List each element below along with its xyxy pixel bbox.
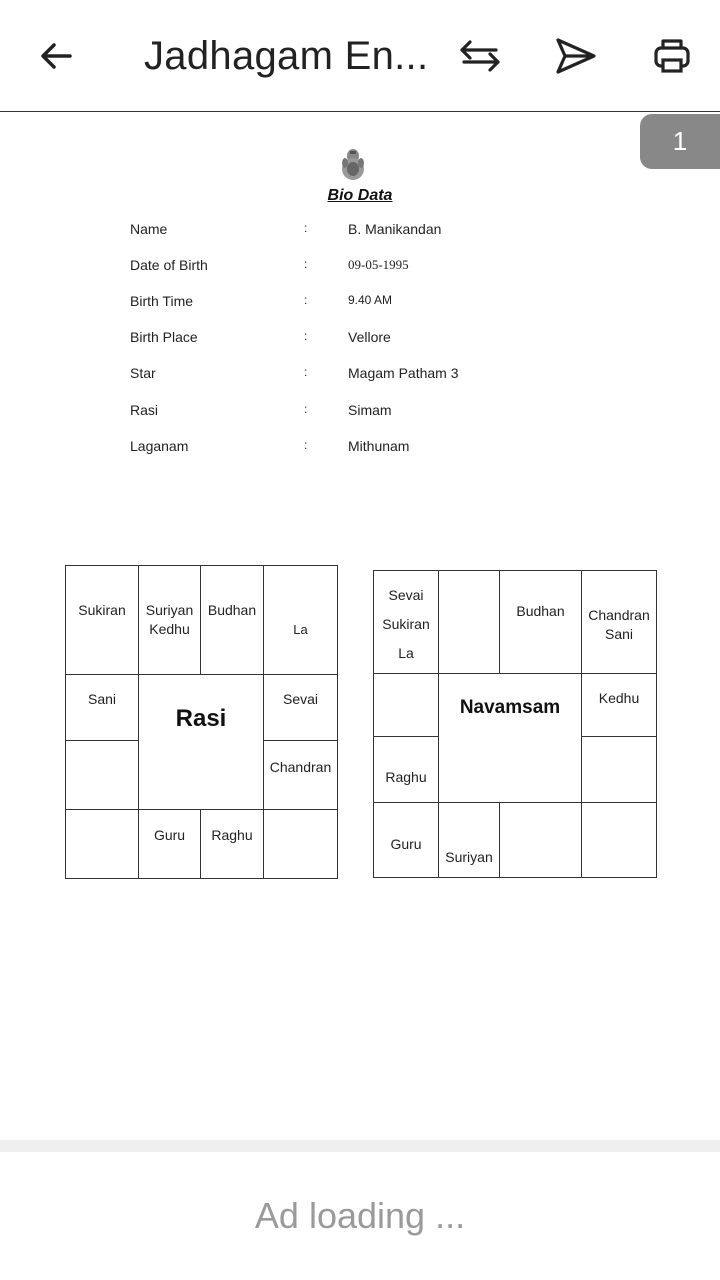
planet-label: Sani [604, 626, 634, 642]
biodata-row-birth-time [0, 293, 720, 313]
field-value: Mithunam [348, 438, 410, 454]
planet-label: Raghu [211, 827, 253, 843]
ad-banner[interactable] [0, 1152, 720, 1280]
biodata-row-star [0, 365, 720, 385]
rasi-chart [65, 565, 338, 879]
field-value: B. Manikandan [348, 221, 442, 237]
field-label: Laganam [130, 438, 189, 454]
rasi-cell [65, 740, 139, 810]
field-label: Star [130, 365, 156, 381]
rasi-cell [200, 565, 264, 675]
print-button[interactable] [642, 26, 702, 86]
planet-label: Chandran [588, 607, 650, 623]
separator: : [304, 329, 308, 343]
planet-label: Sukiran [382, 616, 430, 632]
navamsam-cell [499, 570, 582, 674]
separator: : [304, 257, 308, 271]
navamsam-cell [581, 802, 657, 878]
field-value: Simam [348, 402, 392, 418]
send-button[interactable] [546, 26, 606, 86]
navamsam-chart [373, 570, 657, 878]
separator: : [304, 293, 308, 307]
field-label: Birth Place [130, 329, 198, 345]
biodata-row-birth-place [0, 329, 720, 349]
separator: : [304, 365, 308, 379]
planet-label: Guru [153, 827, 186, 843]
field-value: Magam Patham 3 [348, 365, 459, 381]
rasi-cell [65, 809, 139, 879]
swap-arrows-icon [456, 36, 504, 76]
back-button[interactable] [26, 26, 86, 86]
separator: : [304, 402, 308, 416]
planet-label: Suriyan [145, 602, 194, 618]
ad-divider [0, 1140, 720, 1152]
separator: : [304, 438, 308, 452]
planet-label: La [398, 645, 414, 661]
field-label: Birth Time [130, 293, 194, 309]
page-title: Jadhagam En... [144, 34, 429, 78]
app-bar [0, 0, 720, 112]
navamsam-cell [499, 802, 582, 878]
rasi-cell [65, 565, 139, 675]
send-icon [554, 36, 598, 76]
biodata-row-dob [0, 257, 720, 277]
biodata-row-name [0, 221, 720, 241]
rasi-cell [263, 809, 338, 879]
planet-label: Chandran [269, 759, 332, 775]
navamsam-cell [581, 736, 657, 803]
document-page [0, 113, 720, 1140]
separator: : [304, 221, 308, 235]
planet-label: La [293, 622, 308, 637]
planet-label: Budhan [207, 602, 257, 618]
planet-label: Suriyan [445, 849, 493, 865]
planet-label: Raghu [385, 769, 427, 785]
planet-label: Budhan [516, 603, 565, 619]
field-label: Name [130, 221, 168, 237]
ganesha-logo-icon [338, 147, 368, 183]
biodata-row-rasi [0, 402, 720, 422]
field-value: 09-05-1995 [348, 257, 409, 272]
rasi-chart-title: Rasi [175, 705, 227, 732]
field-value: 9.40 AM [348, 293, 393, 307]
planet-label: Kedhu [598, 690, 640, 706]
planet-label: Sukiran [78, 602, 126, 618]
planet-label: Guru [390, 836, 422, 852]
planet-label: Sani [87, 691, 117, 707]
biodata-title: Bio Data [327, 187, 393, 204]
back-arrow-icon [36, 36, 76, 76]
field-label: Rasi [130, 402, 159, 418]
navamsam-cell [438, 570, 500, 674]
field-value: Vellore [348, 329, 391, 345]
biodata-row-laganam [0, 438, 720, 458]
field-label: Date of Birth [130, 257, 208, 273]
planet-label: Sevai [282, 691, 319, 707]
ad-loading-text: Ad loading ... [254, 1195, 466, 1236]
navamsam-chart-title: Navamsam [459, 697, 561, 718]
swap-button[interactable] [450, 26, 510, 86]
planet-label: Sevai [388, 587, 424, 603]
page-number-badge: 1 [640, 114, 720, 169]
navamsam-cell [373, 673, 439, 737]
planet-label: Kedhu [149, 621, 190, 637]
print-icon [652, 36, 692, 76]
